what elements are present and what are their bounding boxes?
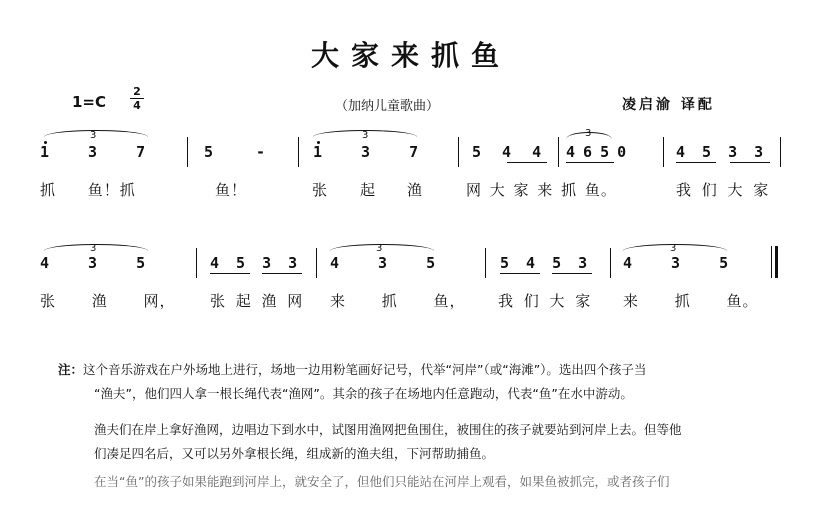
note-paragraph: 们凑足四名后，又可以另外拿根长绳，组成新的渔夫组，下河帮助捕鱼。 — [94, 446, 495, 461]
lyric: 来 抓 鱼， — [330, 292, 466, 310]
note-paragraph: 渔夫们在岸上拿好渔网，边唱边下到水中，试图用渔网把鱼围住，被围住的孩子就要站到河岸上去。但等他 — [94, 422, 682, 437]
triplet-mark: 3 — [90, 243, 97, 254]
measure-notes: 4 6 5 0 — [566, 143, 628, 161]
eighth-beam — [552, 273, 592, 274]
lyric: 张 渔 网， — [40, 292, 176, 310]
barline — [558, 137, 559, 167]
eighth-beam — [676, 162, 716, 163]
measure-notes: 1 3 7 — [313, 143, 419, 161]
measure-notes: 4 3 5 — [40, 254, 146, 272]
note-paragraph: “渔夫”，他们四人拿一根长绳代表“渔网”。其余的孩子在场地内任意跑动，代表“鱼”在水中游动。 — [94, 386, 633, 401]
eighth-beam — [210, 273, 250, 274]
barline — [196, 248, 197, 278]
lyric: 网 大 家 来 抓 鱼。 — [466, 181, 617, 199]
measure-notes: 5 - — [204, 143, 266, 161]
eighth-beam — [500, 273, 540, 274]
note-paragraph — [58, 358, 778, 382]
song-subtitle: （加纳儿童歌曲） — [335, 99, 440, 114]
final-barline — [771, 246, 778, 278]
triplet-mark: 3 — [376, 243, 383, 254]
lyric: 抓 鱼！抓 — [40, 181, 136, 199]
lyric: 来 抓 鱼。 — [623, 292, 759, 310]
note-text: 这个音乐游戏在户外场地上进行，场地一边用粉笔画好记号，代举“河岸”（或“海滩”）。选出四个孩子当 — [83, 362, 647, 377]
eighth-beam — [730, 162, 770, 163]
barline — [780, 137, 781, 167]
eighth-beam — [566, 162, 614, 163]
triplet-mark: 3 — [670, 243, 677, 254]
lyric: 张 起 渔 网 — [210, 292, 304, 310]
barline — [458, 137, 459, 167]
eighth-beam — [262, 273, 302, 274]
measure-notes: 4 5 3 3 — [210, 254, 298, 272]
barline — [663, 137, 664, 167]
barline — [187, 137, 188, 167]
time-signature — [130, 86, 144, 111]
measure-notes: 5 4 4 — [472, 143, 542, 161]
meter-bottom: 4 — [133, 99, 141, 112]
triplet-mark: 3 — [362, 130, 369, 141]
measure-notes: 4 5 3 3 — [676, 143, 764, 161]
measure-notes: 1 3 7 — [40, 143, 146, 161]
meter-top: 2 — [133, 85, 141, 98]
song-title: 大家来抓鱼 — [310, 39, 511, 72]
measure-notes: 5 4 5 3 — [500, 254, 588, 272]
key-signature: 1=C — [72, 93, 107, 111]
lyric: 起 — [360, 181, 377, 199]
barline — [485, 248, 486, 278]
note-label: 注： — [58, 362, 84, 377]
lyric: 我 们 大 家 — [676, 181, 770, 199]
lyric: 渔 — [407, 181, 424, 199]
measure-notes: 4 3 5 — [330, 254, 436, 272]
triplet-mark: 3 — [90, 130, 97, 141]
triplet-mark: 3 — [585, 128, 592, 139]
barline — [316, 248, 317, 278]
barline — [610, 248, 611, 278]
barline — [298, 137, 299, 167]
lyric: 鱼！ — [215, 181, 248, 199]
measure-notes: 4 3 5 — [623, 254, 729, 272]
lyric: 张 — [312, 181, 329, 199]
song-credit: 凌启渝 译配 — [622, 97, 715, 113]
note-paragraph: 在当“鱼”的孩子如果能跑到河岸上，就安全了，但他们只能站在河岸上观看，如果鱼被抓完，或者孩子们 — [94, 474, 670, 489]
eighth-beam — [507, 162, 547, 163]
lyric: 我 们 大 家 — [498, 292, 592, 310]
